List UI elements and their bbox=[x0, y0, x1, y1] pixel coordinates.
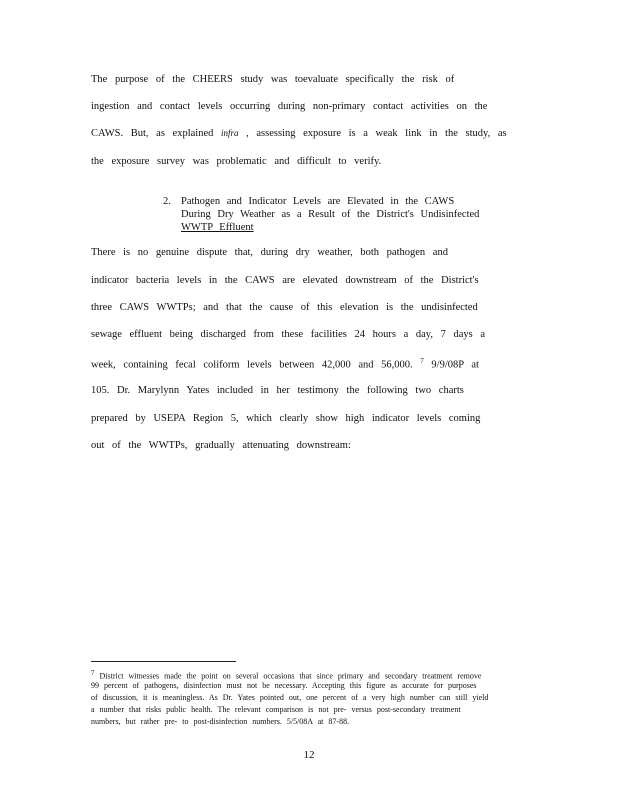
footnote-line: 99 percent of pathogens, disinfection must not be necessary. Accepting this figure as accurate for purposes bbox=[91, 681, 477, 690]
footnote-line bbox=[91, 669, 481, 681]
body-text-line: sewage effluent being discharged from these facilities 24 hours a day, 7 days a bbox=[91, 329, 485, 340]
body-text-line: 105. Dr. Marylynn Yates included in her testimony the following two charts bbox=[91, 385, 464, 396]
footnote-marker: 7 bbox=[91, 669, 95, 677]
body-text-line bbox=[91, 128, 507, 139]
body-text-line: indicator bacteria levels in the CAWS are elevated downstream of the District's bbox=[91, 275, 479, 286]
section-heading-line: WWTP Effluent bbox=[181, 222, 254, 233]
body-text-line: the exposure survey was problematic and difficult to verify. bbox=[91, 156, 382, 167]
body-text-line bbox=[91, 357, 479, 371]
footnote-divider bbox=[91, 661, 236, 662]
body-text-line: The purpose of the CHEERS study was toevaluate specifically the risk of bbox=[91, 74, 455, 85]
footnote-text: District witnesses made the point on several occasions that since primary and secondary treatment remove bbox=[99, 671, 482, 681]
body-text-segment: CAWS. But, as explained bbox=[91, 128, 214, 139]
body-text-line: prepared by USEPA Region 5, which clearly show high indicator levels coming bbox=[91, 413, 481, 424]
italic-term: infra bbox=[220, 128, 239, 138]
body-text-line: out of the WWTPs, gradually attenuating downstream: bbox=[91, 440, 351, 451]
body-text-segment: 9/9/08P at bbox=[431, 359, 479, 371]
body-text-line: There is no genuine dispute that, during dry weather, both pathogen and bbox=[91, 247, 448, 258]
section-heading-line: During Dry Weather as a Result of the District's Undisinfected bbox=[181, 209, 480, 220]
page-number: 12 bbox=[303, 749, 315, 761]
footnote-line: of discussion, it is meaningless. As Dr. Yates pointed out, one percent of a very high number can still yield bbox=[91, 693, 489, 702]
body-text-segment: week, containing fecal coliform levels between 42,000 and 56,000. bbox=[91, 359, 413, 371]
body-text-segment: , assessing exposure is a weak link in the study, as bbox=[246, 128, 507, 139]
footnote-reference: 7 bbox=[420, 357, 424, 365]
body-text-line: three CAWS WWTPs; and that the cause of this elevation is the undisinfected bbox=[91, 302, 478, 313]
section-number: 2. bbox=[163, 196, 171, 207]
body-text-line: ingestion and contact levels occurring during non-primary contact activities on the bbox=[91, 101, 488, 112]
section-heading-line: Pathogen and Indicator Levels are Elevated in the CAWS bbox=[181, 196, 455, 207]
footnote-line: a number that risks public health. The relevant comparison is not pre- versus post-secondary treatment bbox=[91, 705, 461, 714]
footnote-line: numbers, but rather pre- to post-disinfection numbers. 5/5/08A at 87-88. bbox=[91, 717, 350, 726]
